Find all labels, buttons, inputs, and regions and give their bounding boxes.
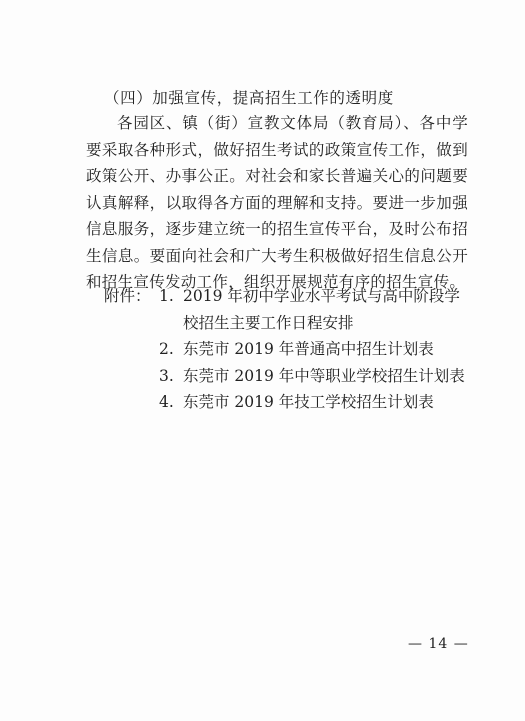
attachment-number: 4. xyxy=(159,393,174,411)
attachment-item xyxy=(104,389,474,416)
attachments-list xyxy=(104,283,474,416)
page-number: — 14 — xyxy=(408,636,469,652)
attachment-title: 东莞市 2019 年中等职业学校招生计划表 xyxy=(183,366,465,385)
attachment-title: 2019 年初中学业水平考试与高中阶段学校招生主要工作日程安排 xyxy=(183,287,460,332)
section-heading: （四）加强宣传，提高招生工作的透明度 xyxy=(104,89,394,107)
attachment-number: 2. xyxy=(159,340,174,358)
attachment-title: 东莞市 2019 年技工学校招生计划表 xyxy=(183,393,434,411)
attachment-item xyxy=(104,336,474,363)
attachment-title: 东莞市 2019 年普通高中招生计划表 xyxy=(183,340,434,358)
attachments-label: 附件： xyxy=(104,287,151,305)
attachment-number: 1. xyxy=(159,287,174,305)
attachment-item xyxy=(104,363,474,390)
section-paragraph: 各园区、镇（街）宣教文体局（教育局）、各中学要采取各种形式，做好招生考试的政策宣传工作，做到政策公开、办事公正。对社会和家长普遍关心的问题要认真解释，以取得各方面的理解和支持。要进一步加强信息服务，逐步建立统一的招生宣传平台，及时公布招生信息。要面向社会和广大考生积极做好招生信息公开和招生宣传发动工作，组织开展规范有序的招生宣传。 xyxy=(86,114,468,291)
attachment-number: 3. xyxy=(159,366,174,385)
attachment-item xyxy=(104,283,474,336)
